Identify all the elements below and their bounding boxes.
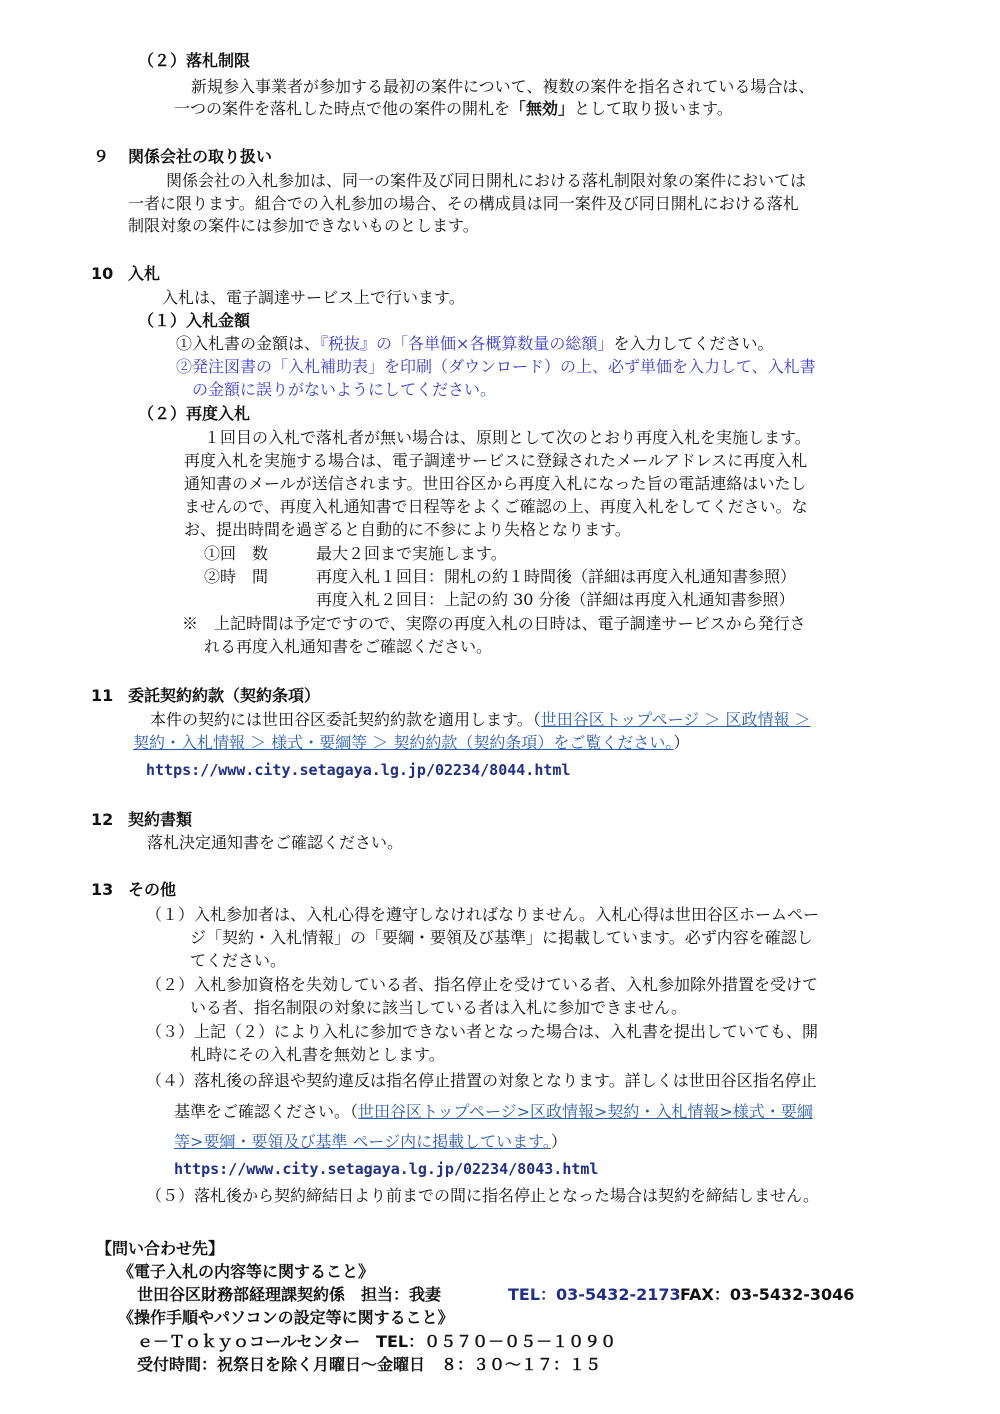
paragraph-line-highlight: の金額に誤りがないようにしてください。 xyxy=(192,380,497,399)
contact-department: 世田谷区財務部経理課契約係 担当：我妻 xyxy=(137,1285,442,1304)
list-item-line: （２）入札参加資格を失効している者、指名停止を受けている者、入札参加除外措置を受けて xyxy=(146,975,819,994)
section-number-9: ９ xyxy=(93,147,110,166)
section-heading-other: その他 xyxy=(128,880,177,899)
contract-terms-link[interactable]: 世田谷区トップページ ＞ 区政情報 ＞ xyxy=(540,710,811,729)
paragraph-line: 制限対象の案件には参加できないものとします。 xyxy=(128,216,479,235)
section-number-11: 11 xyxy=(91,686,114,705)
contact-tel: TEL：03-5432-2173 xyxy=(508,1285,681,1304)
paragraph-line: 本件の契約には世田谷区委託契約約款を適用します。（世田谷区トップページ ＞ 区政情報 ＞ xyxy=(150,710,811,729)
emphasis-invalid: 「無効」 xyxy=(510,99,575,118)
list-item-line: （１）入札参加者は、入札心得を遵守しなければなりません。入札心得は世田谷区ホームペー xyxy=(146,905,819,924)
section-number-12: 12 xyxy=(91,810,114,829)
paragraph-line: 入札は、電子調達サービス上で行います。 xyxy=(162,288,465,307)
paragraph-line: お、提出時間を過ぎると自動的に不参により失格となります。 xyxy=(184,520,631,539)
list-item-line: （５）落札後から契約締結日より前までの間に指名停止となった場合は契約を締結しません。 xyxy=(146,1186,819,1205)
subsection-heading-bid-restriction: （２）落札制限 xyxy=(138,51,251,70)
list-item-line: （３）上記（２）により入札に参加できない者となった場合は、入札書を提出していても、開 xyxy=(146,1022,819,1041)
contact-heading: 【問い合わせ先】 xyxy=(96,1239,225,1258)
subsection-heading-bid-amount: （１）入札金額 xyxy=(138,311,251,330)
note-line: ※ 上記時間は予定ですので、実際の再度入札の日時は、電子調達サービスから発行さ xyxy=(182,614,806,633)
paragraph-line: 契約・入札情報 ＞ 様式・要綱等 ＞ 契約約款（契約条項）をご覧ください。） xyxy=(133,733,690,752)
contract-terms-url[interactable]: https://www.city.setagaya.lg.jp/02234/8044.html xyxy=(146,761,571,779)
section-heading-contract-terms: 委託契約約款（契約条項） xyxy=(128,686,321,705)
contact-call-center: ｅ－Ｔｏｋｙｏコールセンター TEL：０５７０－０５－１０９０ xyxy=(137,1332,617,1351)
contact-category-bidding: 《電子入札の内容等に関すること》 xyxy=(118,1262,375,1281)
suspension-criteria-link-cont[interactable]: 等>要綱・要領及び基準 ページ内に掲載しています。 xyxy=(174,1132,551,1151)
paragraph-line: ませんので、再度入札通知書で日程等をよくご確認の上、再度入札をしてください。な xyxy=(184,497,808,516)
contact-hours: 受付時間：祝祭日を除く月曜日～金曜日 ８：３０～１７：１５ xyxy=(137,1355,602,1374)
list-item-line: てください。 xyxy=(190,951,287,970)
list-item-line: 札時にその入札書を無効とします。 xyxy=(190,1045,445,1064)
list-item-line: 基準をご確認ください。（世田谷区トップページ>区政情報>契約・入札情報>様式・要綱 xyxy=(174,1102,813,1121)
emphasis-tax-excluded: 『税抜』の「各単価×各概算数量の総額」 xyxy=(320,334,614,353)
paragraph-line: １回目の入札で落札者が無い場合は、原則として次のとおり再度入札を実施します。 xyxy=(204,428,811,447)
section-heading-contract-documents: 契約書類 xyxy=(128,810,193,829)
note-line: れる再度入札通知書をご確認ください。 xyxy=(204,637,493,656)
paragraph-line: 一者に限ります。組合での入札参加の場合、その構成員は同一案件及び同日開札における落札 xyxy=(128,194,799,213)
contract-terms-link-cont[interactable]: 契約・入札情報 ＞ 様式・要綱等 ＞ 契約約款（契約条項）をご覧ください。 xyxy=(133,733,674,752)
list-item-line: （４）落札後の辞退や契約違反は指名停止措置の対象となります。詳しくは世田谷区指名停止 xyxy=(146,1071,817,1090)
contact-fax: FAX：03-5432-3046 xyxy=(680,1285,855,1304)
list-item-line: いる者、指名制限の対象に該当している者は入札に参加できません。 xyxy=(190,998,687,1017)
rebid-count-label: ①回 数 xyxy=(204,544,269,563)
rebid-time-label: ②時 間 xyxy=(204,567,269,586)
suspension-criteria-url[interactable]: https://www.city.setagaya.lg.jp/02234/8043.html xyxy=(174,1160,599,1178)
section-heading-bidding: 入札 xyxy=(128,264,161,283)
rebid-count-value: 最大２回まで実施します。 xyxy=(316,544,507,563)
contact-category-operation: 《操作手順やパソコンの設定等に関すること》 xyxy=(118,1308,454,1327)
paragraph-line: 再度入札を実施する場合は、電子調達サービスに登録されたメールアドレスに再度入札 xyxy=(184,451,808,470)
subsection-heading-rebid: （２）再度入札 xyxy=(138,404,251,423)
paragraph-line: 関係会社の入札参加は、同一の案件及び同日開札における落札制限対象の案件においては xyxy=(166,171,807,190)
section-number-13: 13 xyxy=(91,880,114,899)
section-number-10: 10 xyxy=(91,264,114,283)
paragraph-line: 落札決定通知書をご確認ください。 xyxy=(147,833,404,852)
rebid-time-value-2: 再度入札２回目：上記の約 30 分後（詳細は再度入札通知書参照） xyxy=(316,590,795,609)
list-item-line: ジ「契約・入札情報」の「要綱・要領及び基準」に掲載しています。必ず内容を確認し xyxy=(190,928,813,947)
paragraph-line: 新規参入事業者が参加する最初の案件について、複数の案件を指名されている場合は、 xyxy=(191,77,815,96)
section-heading-affiliates: 関係会社の取り扱い xyxy=(128,147,273,166)
paragraph-line: 通知書のメールが送信されます。世田谷区から再度入札になった旨の電話連絡はいたし xyxy=(184,474,807,493)
suspension-criteria-link[interactable]: 世田谷区トップページ>区政情報>契約・入札情報>様式・要綱 xyxy=(358,1102,813,1121)
list-item-line: 等>要綱・要領及び基準 ページ内に掲載しています。） xyxy=(174,1132,567,1151)
paragraph-line: 一つの案件を落札した時点で他の案件の開札を「無効」として取り扱います。 xyxy=(174,99,733,118)
paragraph-line-highlight: ②発注図書の「入札補助表」を印刷（ダウンロード）の上、必ず単価を入力して、入札書 xyxy=(176,357,816,376)
rebid-time-value-1: 再度入札１回目：開札の約１時間後（詳細は再度入札通知書参照） xyxy=(316,567,797,586)
paragraph-line: ①入札書の金額は、『税抜』の「各単価×各概算数量の総額」を入力してください。 xyxy=(176,334,774,353)
